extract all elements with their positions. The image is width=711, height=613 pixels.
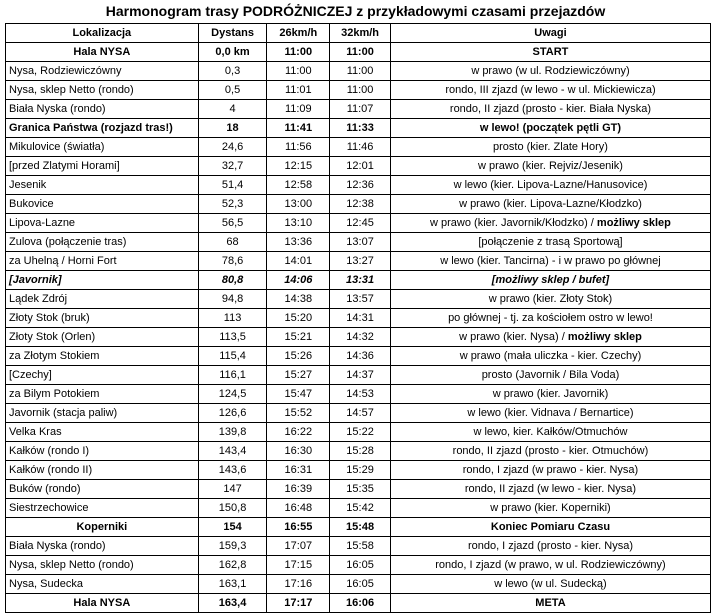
table-row — [6, 575, 711, 594]
note-text: w lewo! (początek pętli GT) — [479, 122, 622, 134]
time-26-cell: 13:10 — [267, 214, 330, 233]
distance-cell: 163,4 — [198, 594, 267, 613]
time-32-cell: 16:05 — [330, 575, 391, 594]
time-32-cell: 14:57 — [330, 404, 391, 423]
time-26-cell: 17:15 — [267, 556, 330, 575]
location-cell: Lądek Zdrój — [6, 290, 199, 309]
time-26-cell: 17:17 — [267, 594, 330, 613]
table-row — [6, 100, 711, 119]
table-row — [6, 62, 711, 81]
distance-cell: 116,1 — [198, 366, 267, 385]
note-cell — [390, 43, 710, 62]
time-26-cell: 16:31 — [267, 461, 330, 480]
table-row — [6, 43, 711, 62]
note-cell — [390, 62, 710, 81]
note-cell — [390, 499, 710, 518]
location-cell: Velka Kras — [6, 423, 199, 442]
distance-cell: 124,5 — [198, 385, 267, 404]
time-26-cell: 14:06 — [267, 271, 330, 290]
note-text: [możliwy sklep / bufet] — [491, 274, 610, 286]
table-row — [6, 119, 711, 138]
note-text: w lewo (kier. Lipova-Lazne/Hanusovice) — [453, 179, 648, 191]
location-cell: Nysa, sklep Netto (rondo) — [6, 81, 199, 100]
table-row — [6, 271, 711, 290]
distance-cell: 80,8 — [198, 271, 267, 290]
note-cell — [390, 575, 710, 594]
time-26-cell: 16:39 — [267, 480, 330, 499]
header-dystans: Dystans — [198, 24, 267, 43]
table-row — [6, 290, 711, 309]
time-32-cell: 12:01 — [330, 157, 391, 176]
table-row — [6, 423, 711, 442]
time-26-cell: 17:07 — [267, 537, 330, 556]
table-row — [6, 404, 711, 423]
table-row — [6, 195, 711, 214]
header-26kmh: 26km/h — [267, 24, 330, 43]
table-row — [6, 176, 711, 195]
time-26-cell: 11:01 — [267, 81, 330, 100]
time-32-cell: 16:05 — [330, 556, 391, 575]
note-text: w lewo (w ul. Sudecką) — [494, 578, 607, 590]
distance-cell: 78,6 — [198, 252, 267, 271]
note-cell — [390, 556, 710, 575]
location-cell: Kałków (rondo I) — [6, 442, 199, 461]
distance-cell: 32,7 — [198, 157, 267, 176]
note-cell — [390, 233, 710, 252]
distance-cell: 51,4 — [198, 176, 267, 195]
time-26-cell: 11:00 — [267, 62, 330, 81]
time-32-cell: 12:45 — [330, 214, 391, 233]
note-cell — [390, 404, 710, 423]
table-row — [6, 138, 711, 157]
location-cell: Bukovice — [6, 195, 199, 214]
distance-cell: 0,0 km — [198, 43, 267, 62]
time-32-cell: 13:31 — [330, 271, 391, 290]
table-row — [6, 252, 711, 271]
time-32-cell: 15:35 — [330, 480, 391, 499]
note-text: w prawo (kier. Javornik/Kłodzko) / — [430, 217, 597, 229]
table-row — [6, 328, 711, 347]
note-cell — [390, 309, 710, 328]
table-row — [6, 518, 711, 537]
location-cell: Nysa, sklep Netto (rondo) — [6, 556, 199, 575]
note-text: w lewo (kier. Tancirna) - i w prawo po głównej — [440, 255, 661, 267]
header-lokalizacja: Lokalizacja — [6, 24, 199, 43]
time-26-cell: 15:52 — [267, 404, 330, 423]
time-32-cell: 15:42 — [330, 499, 391, 518]
time-26-cell: 13:36 — [267, 233, 330, 252]
note-cell — [390, 290, 710, 309]
table-row — [6, 594, 711, 613]
time-26-cell: 13:00 — [267, 195, 330, 214]
note-cell — [390, 518, 710, 537]
time-26-cell: 16:22 — [267, 423, 330, 442]
table-row — [6, 81, 711, 100]
distance-cell: 52,3 — [198, 195, 267, 214]
table-row — [6, 499, 711, 518]
time-32-cell: 14:37 — [330, 366, 391, 385]
note-text: rondo, III zjazd (w lewo - w ul. Mickiewicza) — [445, 84, 656, 96]
distance-cell: 126,6 — [198, 404, 267, 423]
location-cell: Złoty Stok (bruk) — [6, 309, 199, 328]
note-text: w prawo (kier. Lipova-Lazne/Kłodzko) — [459, 198, 642, 210]
distance-cell: 18 — [198, 119, 267, 138]
note-text: Koniec Pomiaru Czasu — [490, 521, 611, 533]
note-cell — [390, 594, 710, 613]
note-text: START — [532, 46, 569, 58]
location-cell: Lipova-Lazne — [6, 214, 199, 233]
distance-cell: 115,4 — [198, 347, 267, 366]
note-cell — [390, 347, 710, 366]
time-26-cell: 12:58 — [267, 176, 330, 195]
table-row — [6, 461, 711, 480]
note-cell — [390, 157, 710, 176]
header-row — [6, 24, 711, 43]
time-26-cell: 11:00 — [267, 43, 330, 62]
time-32-cell: 13:07 — [330, 233, 391, 252]
note-cell — [390, 423, 710, 442]
note-highlight: możliwy sklep — [567, 331, 642, 343]
time-26-cell: 15:20 — [267, 309, 330, 328]
table-row — [6, 309, 711, 328]
table-row — [6, 385, 711, 404]
table-row — [6, 442, 711, 461]
distance-cell: 113 — [198, 309, 267, 328]
time-32-cell: 12:36 — [330, 176, 391, 195]
time-26-cell: 11:09 — [267, 100, 330, 119]
distance-cell: 56,5 — [198, 214, 267, 233]
location-cell: Biała Nyska (rondo) — [6, 537, 199, 556]
location-cell: Biała Nyska (rondo) — [6, 100, 199, 119]
time-32-cell: 16:06 — [330, 594, 391, 613]
distance-cell: 147 — [198, 480, 267, 499]
note-cell — [390, 214, 710, 233]
location-cell: za Bilym Potokiem — [6, 385, 199, 404]
time-32-cell: 15:29 — [330, 461, 391, 480]
note-text: w prawo (kier. Javornik) — [492, 388, 609, 400]
distance-cell: 4 — [198, 100, 267, 119]
note-cell — [390, 328, 710, 347]
time-26-cell: 17:16 — [267, 575, 330, 594]
time-32-cell: 11:46 — [330, 138, 391, 157]
time-26-cell: 15:26 — [267, 347, 330, 366]
location-cell: [Czechy] — [6, 366, 199, 385]
table-row — [6, 366, 711, 385]
time-26-cell: 16:30 — [267, 442, 330, 461]
location-cell: Siestrzechowice — [6, 499, 199, 518]
location-cell: Kałków (rondo II) — [6, 461, 199, 480]
note-text: w lewo (kier. Vidnava / Bernartice) — [467, 407, 634, 419]
time-32-cell: 11:00 — [330, 62, 391, 81]
location-cell: Złoty Stok (Orlen) — [6, 328, 199, 347]
location-cell: [przed Zlatymi Horami] — [6, 157, 199, 176]
location-cell: za Złotym Stokiem — [6, 347, 199, 366]
distance-cell: 162,8 — [198, 556, 267, 575]
time-26-cell: 15:27 — [267, 366, 330, 385]
location-cell: Buków (rondo) — [6, 480, 199, 499]
note-cell — [390, 480, 710, 499]
document-title: Harmonogram trasy PODRÓŻNICZEJ z przykładowymi czasami przejazdów — [105, 3, 606, 19]
note-text: rondo, II zjazd (w lewo - kier. Nysa) — [464, 483, 637, 495]
time-26-cell: 14:01 — [267, 252, 330, 271]
distance-cell: 0,3 — [198, 62, 267, 81]
time-32-cell: 15:22 — [330, 423, 391, 442]
distance-cell: 113,5 — [198, 328, 267, 347]
location-cell: Nysa, Sudecka — [6, 575, 199, 594]
location-cell: Nysa, Rodziewiczówny — [6, 62, 199, 81]
note-cell — [390, 195, 710, 214]
note-cell — [390, 100, 710, 119]
note-cell — [390, 537, 710, 556]
note-text: [połączenie z trasą Sportową] — [478, 236, 623, 248]
table-row — [6, 157, 711, 176]
distance-cell: 0,5 — [198, 81, 267, 100]
time-32-cell: 14:36 — [330, 347, 391, 366]
location-cell: [Javornik] — [6, 271, 199, 290]
time-32-cell: 13:27 — [330, 252, 391, 271]
note-text: w prawo (w ul. Rodziewiczówny) — [471, 65, 630, 77]
location-cell: za Uhelną / Horni Fort — [6, 252, 199, 271]
note-text: w prawo (kier. Nysa) / — [459, 331, 568, 343]
schedule-rows — [6, 43, 711, 613]
location-cell: Mikulovice (światła) — [6, 138, 199, 157]
note-cell — [390, 252, 710, 271]
time-32-cell: 14:32 — [330, 328, 391, 347]
table-row — [6, 480, 711, 499]
time-26-cell: 12:15 — [267, 157, 330, 176]
time-32-cell: 15:48 — [330, 518, 391, 537]
note-highlight: możliwy sklep — [596, 217, 671, 229]
note-cell — [390, 385, 710, 404]
time-32-cell: 14:53 — [330, 385, 391, 404]
note-cell — [390, 81, 710, 100]
note-cell — [390, 366, 710, 385]
time-32-cell: 11:00 — [330, 81, 391, 100]
distance-cell: 139,8 — [198, 423, 267, 442]
note-text: prosto (Javornik / Bila Voda) — [481, 369, 620, 381]
note-text: w prawo (kier. Koperniki) — [490, 502, 611, 514]
time-32-cell: 12:38 — [330, 195, 391, 214]
location-cell: Koperniki — [6, 518, 199, 537]
location-cell: Jesenik — [6, 176, 199, 195]
location-cell: Javornik (stacja paliw) — [6, 404, 199, 423]
note-cell — [390, 461, 710, 480]
time-26-cell: 15:21 — [267, 328, 330, 347]
distance-cell: 143,6 — [198, 461, 267, 480]
time-32-cell: 14:31 — [330, 309, 391, 328]
table-row — [6, 214, 711, 233]
time-26-cell: 11:41 — [267, 119, 330, 138]
location-cell: Zulova (połączenie tras) — [6, 233, 199, 252]
note-cell — [390, 138, 710, 157]
note-text: w prawo (kier. Rejviz/Jesenik) — [478, 160, 623, 172]
time-26-cell: 15:47 — [267, 385, 330, 404]
time-32-cell: 15:28 — [330, 442, 391, 461]
time-32-cell: 11:33 — [330, 119, 391, 138]
table-row — [6, 347, 711, 366]
distance-cell: 163,1 — [198, 575, 267, 594]
table-row — [6, 556, 711, 575]
time-32-cell: 11:00 — [330, 43, 391, 62]
note-text: rondo, I zjazd (w prawo, w ul. Rodziewiczówny) — [435, 559, 666, 571]
time-26-cell: 16:55 — [267, 518, 330, 537]
time-26-cell: 14:38 — [267, 290, 330, 309]
location-cell: Hala NYSA — [6, 43, 199, 62]
table-row — [6, 537, 711, 556]
note-text: META — [535, 597, 566, 609]
distance-cell: 159,3 — [198, 537, 267, 556]
note-text: rondo, II zjazd (prosto - kier. Biała Nyska) — [449, 103, 652, 115]
distance-cell: 154 — [198, 518, 267, 537]
distance-cell: 94,8 — [198, 290, 267, 309]
time-26-cell: 16:48 — [267, 499, 330, 518]
note-text: po głównej - tj. za kościołem ostro w lewo! — [448, 312, 653, 324]
note-text: prosto (kier. Zlate Hory) — [493, 141, 608, 153]
note-cell — [390, 119, 710, 138]
note-text: w lewo, kier. Kałków/Otmuchów — [473, 426, 628, 438]
note-text: rondo, II zjazd (prosto - kier. Otmuchów) — [452, 445, 649, 457]
note-cell — [390, 176, 710, 195]
note-text: w prawo (kier. Złoty Stok) — [488, 293, 613, 305]
distance-cell: 68 — [198, 233, 267, 252]
table-row — [6, 233, 711, 252]
schedule-table — [5, 23, 711, 613]
time-32-cell: 15:58 — [330, 537, 391, 556]
header-32kmh: 32km/h — [330, 24, 391, 43]
time-32-cell: 11:07 — [330, 100, 391, 119]
location-cell: Granica Państwa (rozjazd tras!) — [6, 119, 199, 138]
note-cell — [390, 271, 710, 290]
distance-cell: 150,8 — [198, 499, 267, 518]
note-text: rondo, I zjazd (prosto - kier. Nysa) — [467, 540, 633, 552]
header-uwagi: Uwagi — [390, 24, 710, 43]
time-32-cell: 13:57 — [330, 290, 391, 309]
note-cell — [390, 442, 710, 461]
time-26-cell: 11:56 — [267, 138, 330, 157]
distance-cell: 24,6 — [198, 138, 267, 157]
distance-cell: 143,4 — [198, 442, 267, 461]
note-text: rondo, I zjazd (w prawo - kier. Nysa) — [462, 464, 639, 476]
note-text: w prawo (mała uliczka - kier. Czechy) — [459, 350, 642, 362]
location-cell: Hala NYSA — [6, 594, 199, 613]
